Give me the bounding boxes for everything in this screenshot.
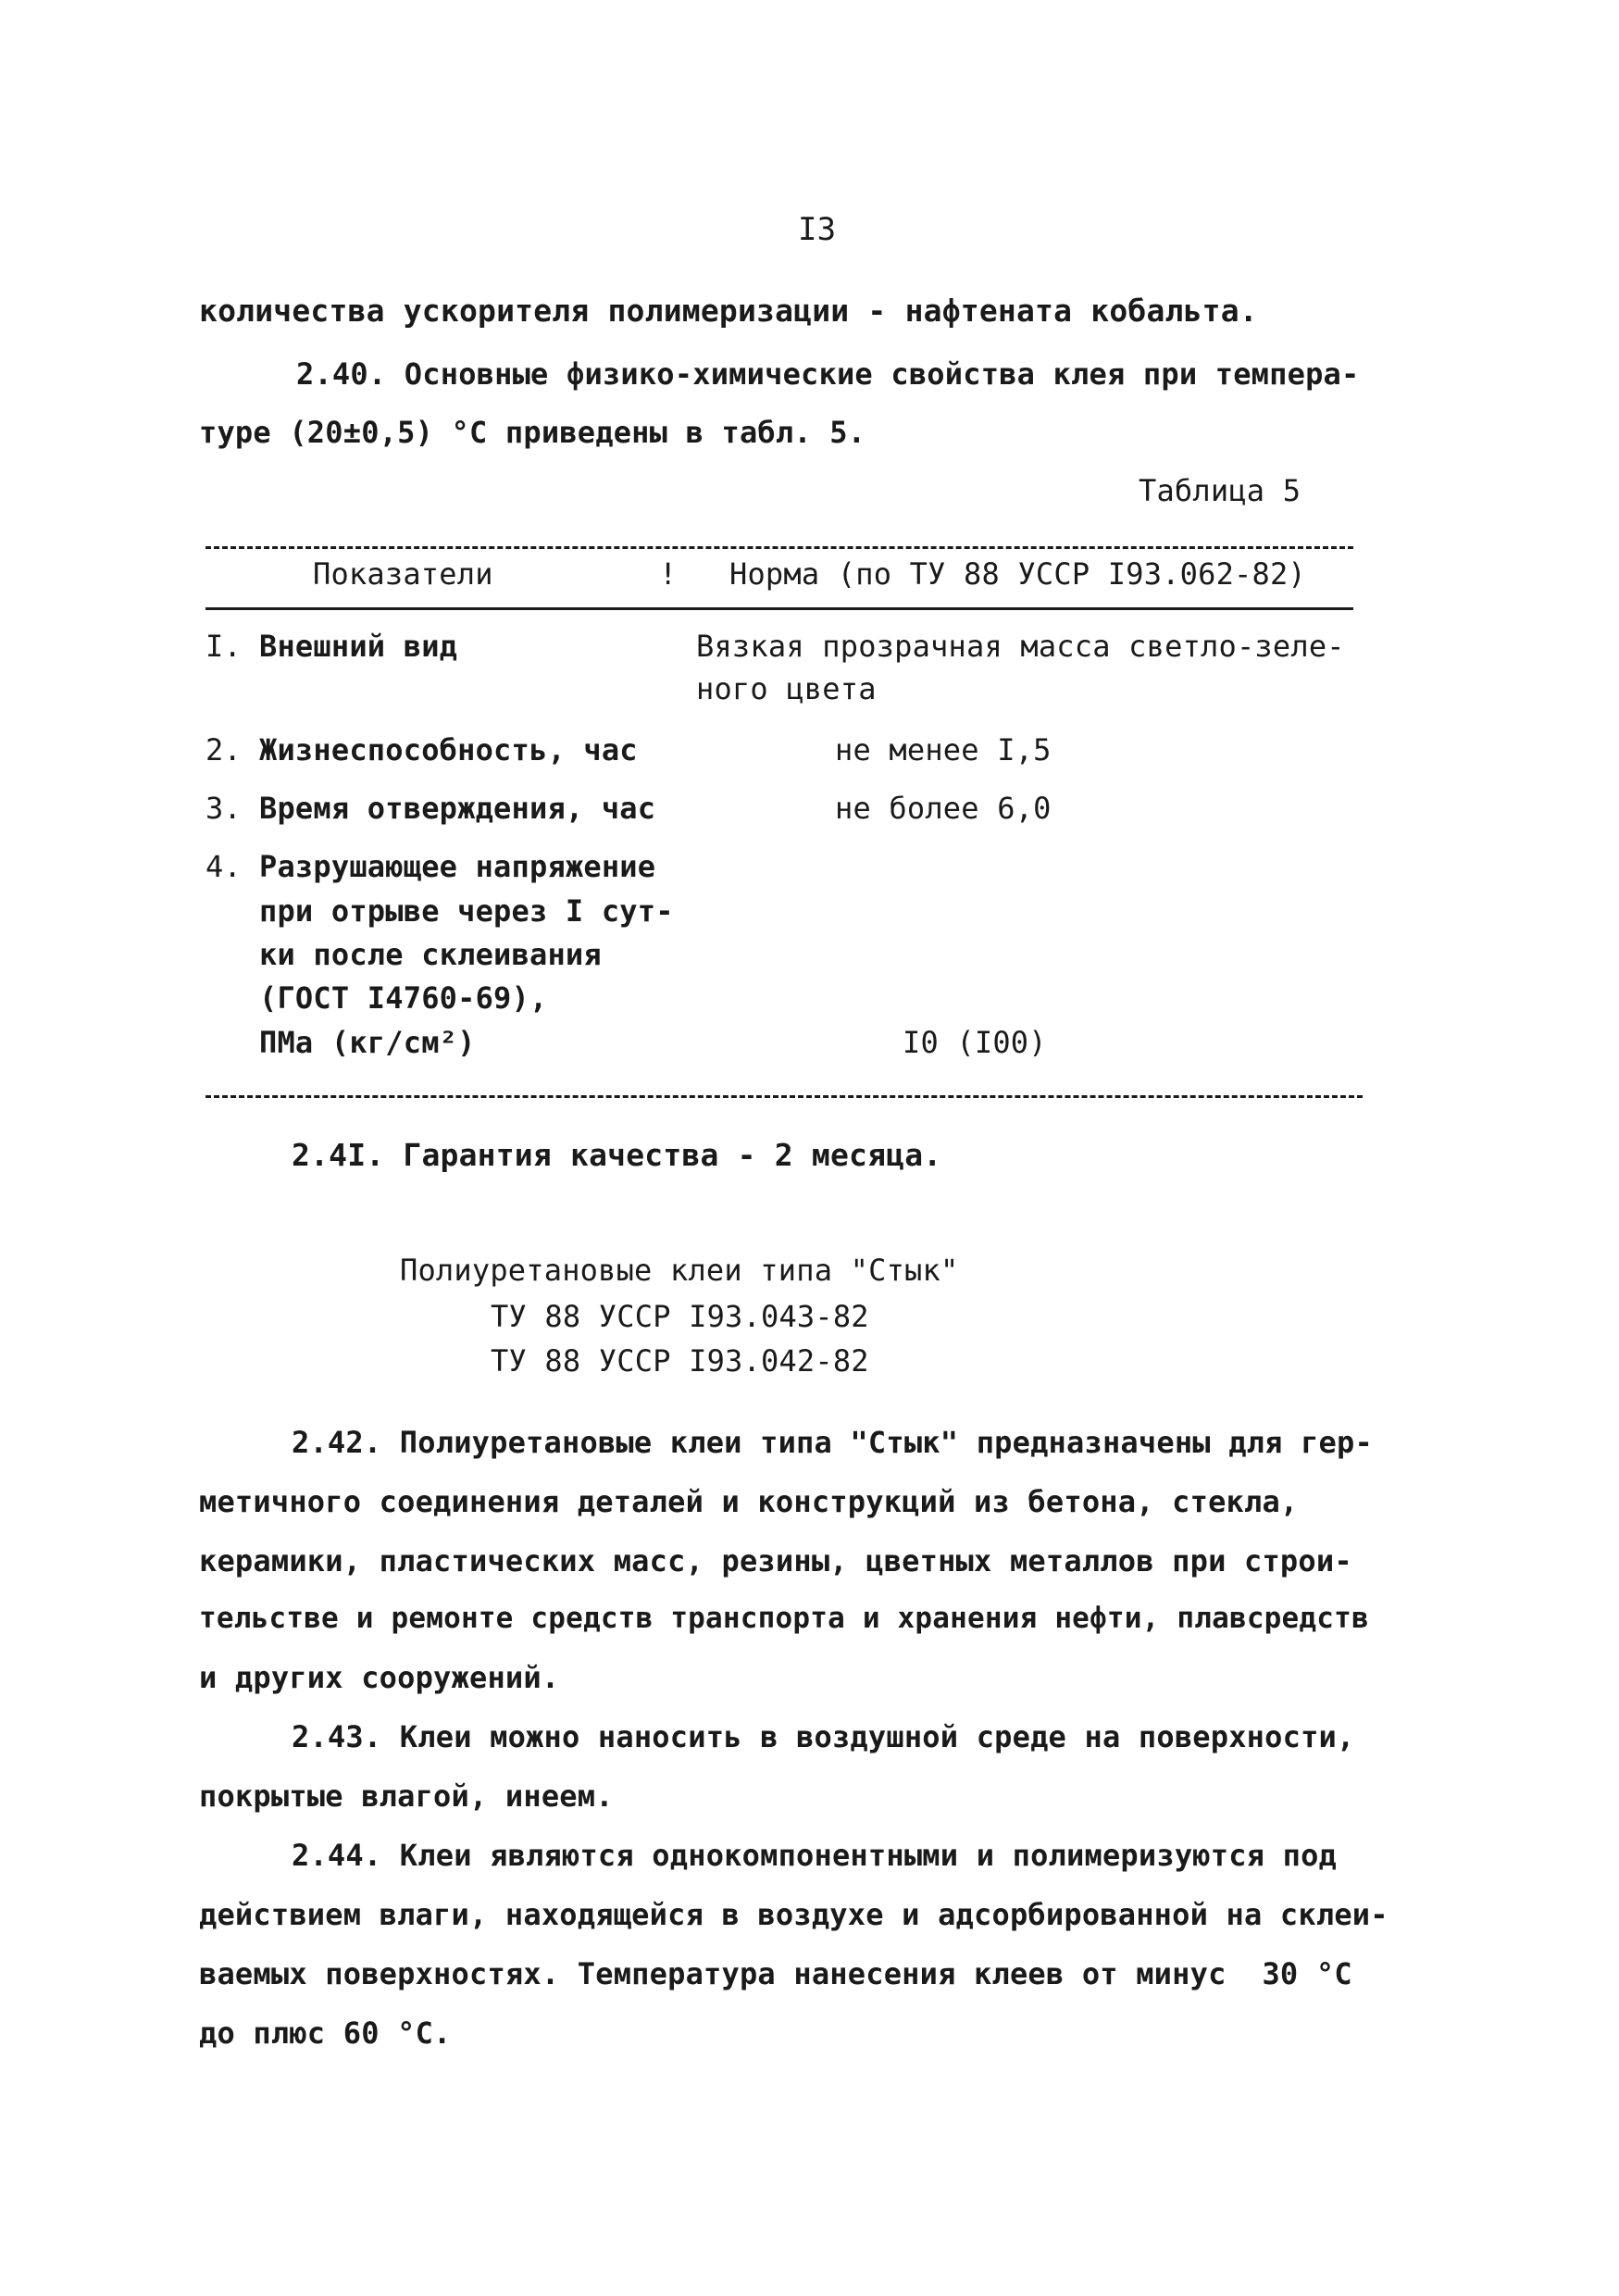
page-number: I3: [798, 211, 837, 248]
row-value: не менее I,5: [835, 732, 1052, 767]
row-number: 3.: [205, 791, 242, 826]
row-number: I.: [205, 629, 242, 664]
section-heading-line-3: ТУ 88 УССР I93.042-82: [491, 1343, 869, 1379]
paragraph-2-40-line-1: 2.40. Основные физико-химические свойства клея при темпера-: [296, 356, 1360, 392]
paragraph-2-44-line-2: действием влаги, находящейся в воздухе и адсорбированной на склеи-: [199, 1897, 1389, 1932]
paragraph-2-44-line-4: до плюс 60 °С.: [199, 2015, 452, 2051]
paragraph-2-44-line-3: ваемых поверхностях. Температура нанесения клеев от минус 30 °С: [199, 1956, 1352, 1991]
table-top-rule: [205, 546, 1353, 549]
table-header-rule: [205, 607, 1353, 610]
paragraph-2-41: 2.4I. Гарантия качества - 2 месяца.: [292, 1137, 942, 1173]
intro-line: количества ускорителя полимеризации - нафтената кобальта.: [199, 293, 1258, 329]
row-value: Вязкая прозрачная масса светло-зеле-: [696, 629, 1345, 664]
row-value: не более 6,0: [835, 791, 1052, 826]
paragraph-2-42-line-5: и других сооружений.: [199, 1660, 560, 1695]
row-indicator: (ГОСТ I4760-69),: [259, 980, 548, 1016]
table-header-separator: !: [659, 556, 678, 592]
row-value: ного цвета: [696, 671, 877, 706]
section-heading-line-1: Полиуретановые клеи типа "Стык": [400, 1253, 959, 1288]
row-indicator: ПМа (кг/см²): [259, 1025, 476, 1060]
row-number: 2.: [205, 732, 242, 767]
row-indicator: Внешний вид: [259, 629, 458, 664]
paragraph-2-44-line-1: 2.44. Клеи являются однокомпонентными и полимеризуются под: [292, 1838, 1338, 1873]
row-indicator: Разрушающее напряжение: [259, 849, 656, 884]
section-heading-line-2: ТУ 88 УССР I93.043-82: [491, 1299, 869, 1334]
paragraph-2-42-line-1: 2.42. Полиуретановые клеи типа "Стык" предназначены для гер-: [292, 1425, 1373, 1460]
table-bottom-rule: [205, 1095, 1363, 1098]
paragraph-2-42-line-4: тельстве и ремонте средств транспорта и хранения нефти, плавсредств: [199, 1602, 1369, 1635]
row-value: I0 (I00): [903, 1025, 1047, 1060]
row-indicator: ки после склеивания: [259, 937, 602, 972]
paragraph-2-43-line-2: покрытые влагой, инеем.: [199, 1778, 614, 1814]
paragraph-2-42-line-3: керамики, пластических масс, резины, цветных металлов при строи-: [199, 1543, 1352, 1578]
table-header-norm: Норма (по ТУ 88 УССР I93.062-82): [729, 556, 1306, 592]
table-caption: Таблица 5: [1139, 473, 1301, 508]
row-number: 4.: [205, 849, 242, 884]
row-indicator: Жизнеспособность, час: [259, 732, 638, 767]
row-indicator: Время отверждения, час: [259, 791, 656, 826]
paragraph-2-40-line-2: туре (20±0,5) °С приведены в табл. 5.: [199, 415, 866, 450]
paragraph-2-42-line-2: метичного соединения деталей и конструкций из бетона, стекла,: [199, 1484, 1299, 1519]
row-indicator: при отрыве через I сут-: [259, 893, 674, 929]
table-header-indicators: Показатели: [313, 556, 493, 592]
paragraph-2-43-line-1: 2.43. Клеи можно наносить в воздушной среде на поверхности,: [292, 1719, 1355, 1754]
